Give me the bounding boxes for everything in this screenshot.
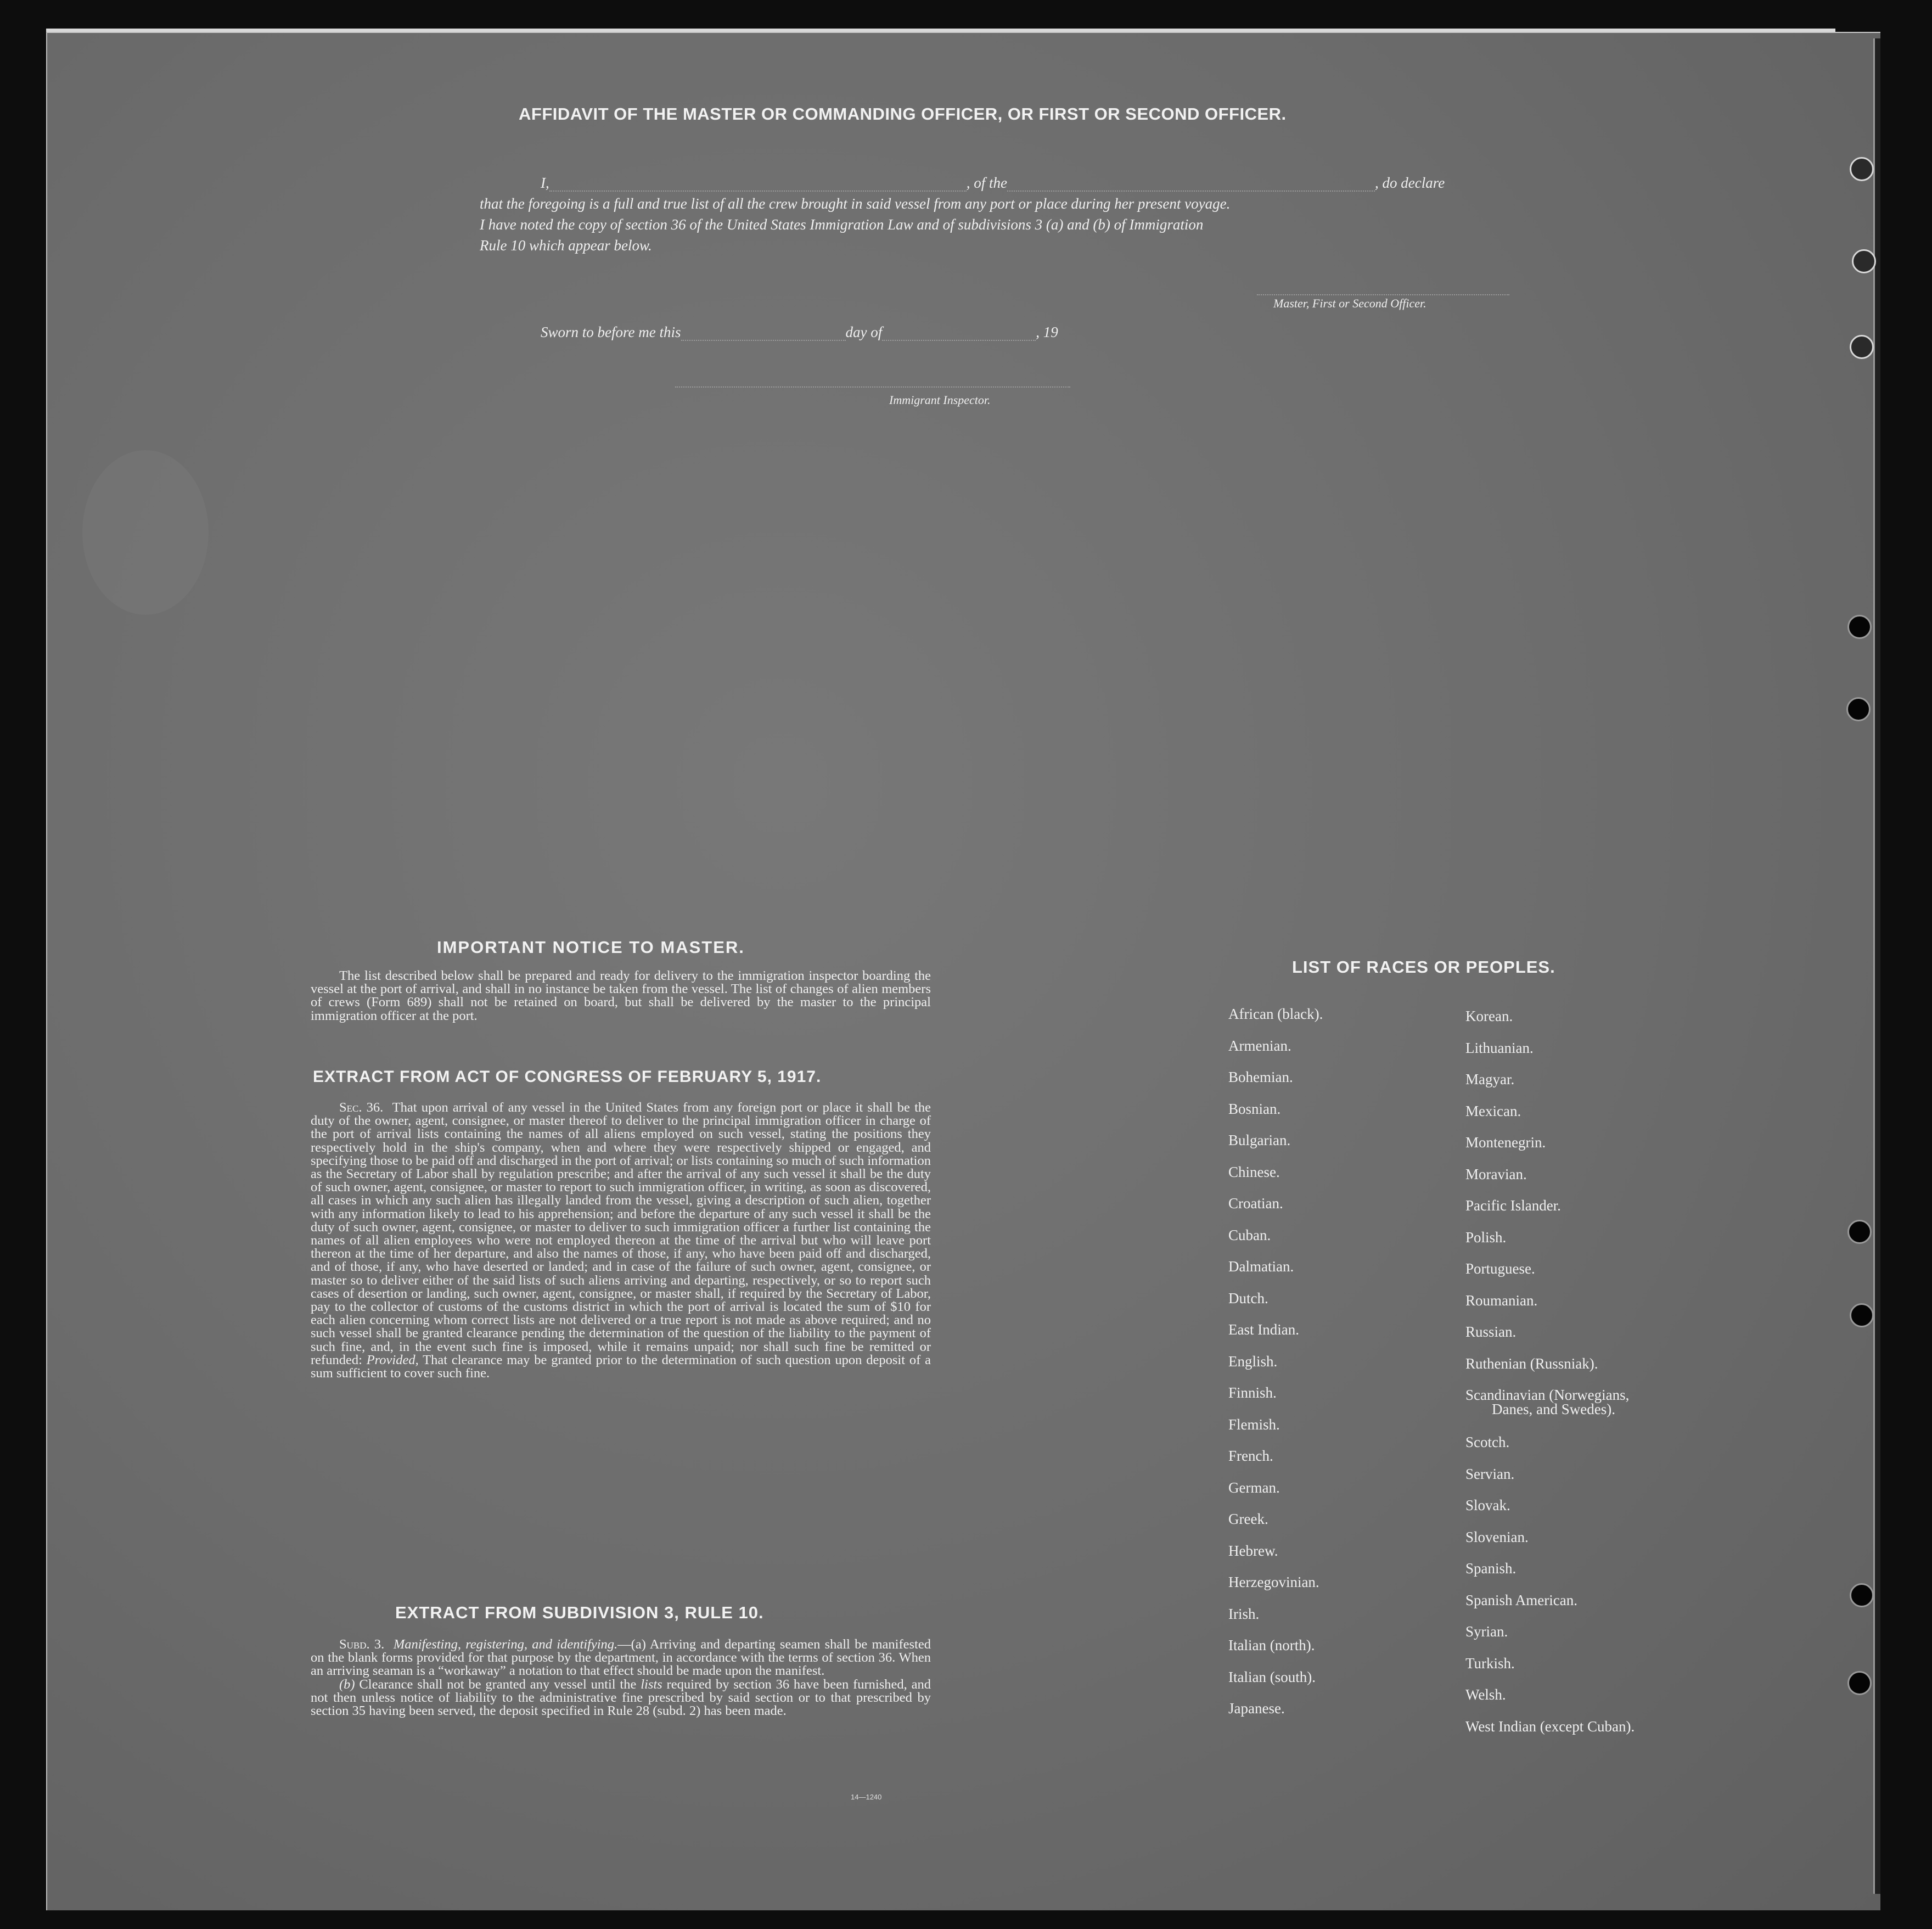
affidavit-body-line-1: that the foregoing is a full and true list of all the crew brought in said vessel from any port or place during her present voyage.: [480, 195, 1231, 212]
races-title: LIST OF RACES OR PEOPLES.: [1292, 957, 1555, 977]
act-text-b: That clearance may be granted prior to the determination of such question upon deposit of a sum sufficient to cover such fine.: [311, 1352, 931, 1381]
name-blank[interactable]: [549, 190, 967, 192]
punch-hole: [1850, 335, 1874, 359]
race-item-left: Chinese.: [1228, 1163, 1280, 1180]
race-item-left: Flemish.: [1228, 1416, 1280, 1433]
race-item-right: Servian.: [1465, 1465, 1515, 1482]
sworn-day-blank[interactable]: [681, 339, 846, 341]
act-text-a: That upon arrival of any vessel in the United States from any foreign port or place it shall be the duty of the owner, agent, consignee, or master thereof to deliver to the principal immigration officer in charge of the port of arrival lists containing the names of all aliens employed on such vessel, stating the positions they respectively hold in the ship's company, when and where they were respectively shipped or engaged, and specifying those to be paid off and discharged in the port of arrival; or lists containing so much of such information as the Secretary of Labor shall by regulation prescribe; and after the arrival of any such vessel it shall be the duty of such owner, agent, consignee, or master to report to such immigration officer, in writing, as soon as discovered, all cases in which any such alien has illegally landed from the vessel, giving a description of such alien, together with any information likely to lead to his apprehension; and before the departure of any such vessel it shall be the duty of such owner, agent, consignee, or master to deliver to such immigration officer a further list containing the names of all alien employees who were not employed thereon at the time of the arrival but who will leave port thereon at the time of her departure, and also the names of those, if any, who have been paid off and discharged, and of those, if any, who have deserted or landed; and in case of the failure of such owner, agent, consignee, or master so to deliver either of the said lists of such aliens arriving and departing, respectively, or so to report such cases of desertion or landing, such owner, agent, consignee, or master shall, if required by the Secretary of Labor, pay to the collector of customs of the customs district in which the port of arrival is located the sum of $10 for each alien concerning whom correct lists are not delivered or a true report is not made as above required; and no such vessel shall be granted clearance pending the determination of the question of the liability to the payment of such fine, and, in the event such fine is imposed, while it remains unpaid; nor shall such fine be remitted or refunded:: [311, 1100, 931, 1367]
para-b-post: required by section 36 have been furnished, and not then unless notice of liability to the administrative fine prescribed by said section or to that prescribed by section 35 having been served, the deposit specified in Rule 28 (subd. 2) has been made.: [311, 1676, 931, 1719]
race-item-left: African (black).: [1228, 1006, 1323, 1022]
race-item-left: Italian (south).: [1228, 1668, 1316, 1685]
rule-extract-title: EXTRACT FROM SUBDIVISION 3, RULE 10.: [395, 1603, 764, 1622]
sworn-year: , 19: [1036, 324, 1058, 340]
declare-end: , do declare: [1375, 175, 1445, 191]
subd-heading: Manifesting, registering, and identifying.: [393, 1637, 618, 1652]
para-a-text: Arriving and departing seamen shall be manifested on the blank forms provided for that purpose by the department, in accordance with the terms of section 36. When an arriving seaman is a “workaway” a notation to that effect should be made upon the manifest.: [311, 1637, 931, 1679]
race-item-right: West Indian (except Cuban).: [1465, 1718, 1635, 1735]
race-item-left: Herzegovinian.: [1228, 1574, 1319, 1590]
punch-hole: [1847, 1220, 1872, 1244]
race-item-right: Slovenian.: [1465, 1528, 1529, 1545]
sworn-prefix: Sworn to before me this: [541, 324, 681, 340]
notice-text: The list described below shall be prepared and ready for delivery to the immigration inspector boarding the vessel at the port of arrival, and shall in no instance be taken from the vessel. The list of changes of alien members of crews (Form 689) shall not be retained on board, but shall be delivered by the master to the principal immigration officer at the port.: [311, 968, 931, 1023]
race-item-right: Portuguese.: [1465, 1260, 1535, 1277]
race-item-left: Bulgarian.: [1228, 1132, 1291, 1148]
race-item-right: Montenegrin.: [1465, 1134, 1546, 1151]
race-item-left: Greek.: [1228, 1511, 1268, 1527]
race-item-right: Moravian.: [1465, 1165, 1527, 1182]
race-item-right: Spanish American.: [1465, 1591, 1577, 1608]
punch-hole: [1850, 1583, 1874, 1607]
race-item-left: East Indian.: [1228, 1321, 1299, 1338]
para-b-lists: lists: [641, 1676, 662, 1692]
affidavit-title: AFFIDAVIT OF THE MASTER OR COMMANDING OFFICER, OR FIRST OR SECOND OFFICER.: [519, 104, 1287, 124]
signature-line[interactable]: [1257, 294, 1509, 295]
act-provided: Provided,: [366, 1352, 419, 1367]
race-item-left: Bosnian.: [1228, 1100, 1281, 1117]
punch-hole: [1847, 615, 1872, 639]
race-item-right: Turkish.: [1465, 1655, 1515, 1672]
race-item-left: German.: [1228, 1479, 1280, 1496]
race-item-right: Syrian.: [1465, 1623, 1508, 1640]
declare-of-the: , of the: [966, 175, 1007, 191]
declare-i: I,: [541, 175, 549, 191]
subd-label: Subd. 3.: [339, 1637, 385, 1652]
rule-para-b: [311, 1678, 931, 1718]
rule-para-a: [311, 1638, 931, 1678]
affidavit-body-line-3: Rule 10 which appear below.: [480, 237, 652, 254]
race-item-right: Mexican.: [1465, 1102, 1521, 1119]
paper-right-edge: [1873, 38, 1880, 1894]
race-item-right: Danes, and Swedes).: [1492, 1401, 1615, 1417]
race-item-left: Croatian.: [1228, 1195, 1283, 1212]
act-extract-text: [311, 1101, 931, 1380]
act-extract-title: EXTRACT FROM ACT OF CONGRESS OF FEBRUARY 5, 1917.: [313, 1068, 822, 1086]
bleed-through-stamp: [82, 450, 209, 615]
race-item-left: Hebrew.: [1228, 1542, 1278, 1559]
race-item-left: Finnish.: [1228, 1384, 1277, 1401]
race-item-right: Spanish.: [1465, 1560, 1517, 1577]
race-item-left: Irish.: [1228, 1605, 1260, 1622]
race-item-right: Korean.: [1465, 1008, 1513, 1024]
affidavit-body-line-2: I have noted the copy of section 36 of the United States Immigration Law and of subdivisions 3 (a) and (b) of Immigration: [480, 216, 1204, 233]
race-item-right: Pacific Islander.: [1465, 1197, 1561, 1214]
race-item-left: Armenian.: [1228, 1037, 1291, 1054]
vessel-blank[interactable]: [1007, 190, 1375, 192]
race-item-left: Cuban.: [1228, 1226, 1271, 1243]
race-item-left: Italian (north).: [1228, 1637, 1315, 1653]
notice-text-block: [311, 969, 931, 1023]
sworn-line: [541, 324, 1058, 341]
form-number: 14—1240: [851, 1793, 882, 1801]
race-item-right: Scotch.: [1465, 1434, 1510, 1450]
race-item-right: Slovak.: [1465, 1497, 1510, 1513]
race-item-right: Polish.: [1465, 1229, 1507, 1246]
race-item-right: Welsh.: [1465, 1686, 1506, 1703]
para-a-label: —(a): [617, 1637, 646, 1652]
race-item-right: Magyar.: [1465, 1071, 1515, 1087]
race-item-right: Russian.: [1465, 1324, 1517, 1340]
punch-hole: [1852, 249, 1876, 273]
affidavit-declaration: [541, 175, 1445, 192]
punch-hole: [1846, 697, 1871, 721]
race-item-left: Japanese.: [1228, 1700, 1285, 1717]
race-item-left: English.: [1228, 1353, 1278, 1370]
sworn-day: day of: [845, 324, 883, 340]
race-item-left: Dalmatian.: [1228, 1258, 1294, 1275]
sworn-month-blank[interactable]: [882, 339, 1036, 341]
inspector-line[interactable]: [675, 386, 1070, 388]
notice-title: IMPORTANT NOTICE TO MASTER.: [437, 938, 745, 957]
race-item-left: French.: [1228, 1448, 1273, 1464]
race-item-left: Bohemian.: [1228, 1069, 1293, 1085]
punch-hole: [1847, 1671, 1872, 1695]
sec-label: Sec. 36.: [339, 1100, 384, 1115]
race-item-right: Lithuanian.: [1465, 1039, 1534, 1056]
para-b-pre: Clearance shall not be granted any vessel until the: [359, 1676, 637, 1692]
inspector-label: Immigrant Inspector.: [889, 393, 991, 407]
rule-extract-block: [311, 1638, 931, 1718]
signature-label: Master, First or Second Officer.: [1273, 296, 1426, 310]
punch-hole: [1850, 157, 1874, 181]
act-extract-block: [311, 1101, 931, 1380]
race-item-left: Dutch.: [1228, 1289, 1268, 1306]
race-item-right: Roumanian.: [1465, 1292, 1538, 1309]
race-item-right: Scandinavian (Norwegians,: [1465, 1387, 1630, 1403]
punch-hole: [1850, 1303, 1874, 1327]
race-item-right: Ruthenian (Russniak).: [1465, 1355, 1598, 1372]
para-b-label: (b): [339, 1676, 355, 1692]
